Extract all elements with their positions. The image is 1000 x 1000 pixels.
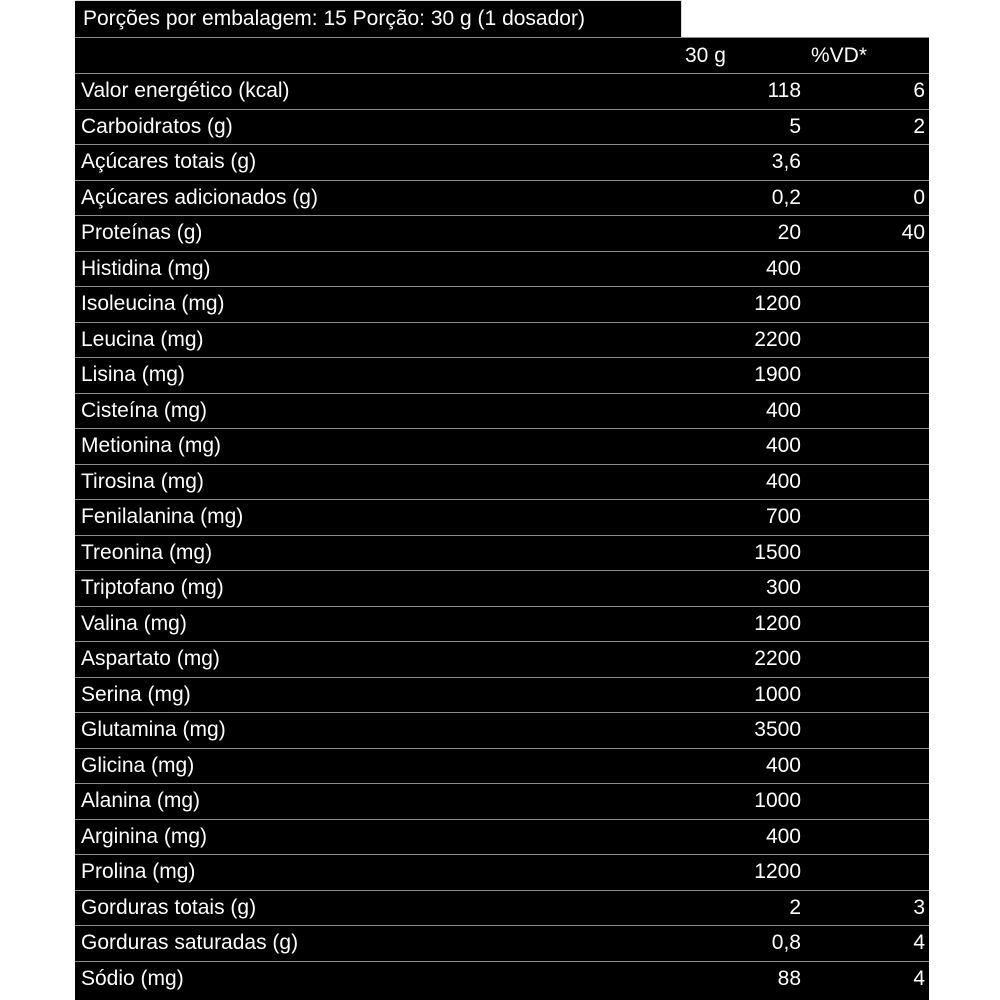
nutrient-amount: 20: [777, 221, 801, 244]
nutrient-label: Açúcares adicionados (g): [81, 185, 318, 209]
column-header-amount: 30 g: [685, 44, 726, 67]
nutrient-daily-value: 3: [913, 895, 925, 919]
nutrient-label: Lisina (mg): [81, 363, 185, 386]
nutrient-amount: 1500: [754, 540, 801, 564]
nutrient-amount: 400: [765, 824, 801, 848]
nutrient-amount: 300: [765, 576, 801, 599]
table-row: [75, 641, 929, 677]
table-row: [75, 925, 929, 961]
nutrient-label: Gorduras totais (g): [81, 895, 257, 919]
table-row: [75, 464, 929, 500]
table-row: [75, 393, 929, 429]
nutrient-daily-value: 2: [913, 114, 925, 138]
nutrient-daily-value: 4: [913, 966, 925, 990]
nutrient-amount: 2: [789, 895, 801, 919]
nutrient-label: Tirosina (mg): [81, 469, 204, 493]
nutrient-label: Alanina (mg): [81, 789, 201, 812]
table-row: [75, 180, 929, 216]
nutrient-amount: 3500: [754, 718, 801, 741]
nutrient-rows: [75, 73, 929, 996]
table-row: [75, 748, 929, 784]
table-row: [75, 819, 929, 855]
nutrient-label: Fenilalanina (mg): [81, 505, 244, 528]
nutrient-label: Valina (mg): [81, 611, 187, 635]
nutrient-label: Leucina (mg): [81, 327, 204, 351]
nutrient-amount: 5: [789, 114, 801, 138]
nutrient-daily-value: 0: [913, 185, 925, 209]
nutrient-amount: 2200: [754, 327, 801, 351]
nutrient-daily-value: 40: [901, 221, 925, 244]
table-row: [75, 251, 929, 287]
nutrient-amount: 1200: [754, 292, 801, 315]
table-row: [75, 73, 929, 109]
nutrient-label: Glutamina (mg): [81, 718, 226, 741]
nutrient-amount: 1000: [754, 789, 801, 812]
table-row: [75, 854, 929, 890]
table-row: [75, 961, 929, 997]
nutrient-amount: 0,8: [771, 931, 801, 954]
column-header-daily-value: %VD*: [811, 44, 868, 67]
table-row: [75, 144, 929, 180]
nutrient-amount: 700: [765, 505, 801, 528]
nutrient-label: Metionina (mg): [81, 434, 222, 457]
table-row: [75, 535, 929, 571]
nutrient-amount: 400: [765, 469, 801, 493]
servings-header: Porções por embalagem: 15 Porção: 30 g (1 dosador): [75, 0, 682, 37]
nutrient-amount: 1900: [754, 363, 801, 386]
nutrient-label: Histidina (mg): [81, 256, 211, 280]
nutrient-label: Treonina (mg): [81, 540, 213, 564]
nutrient-label: Prolina (mg): [81, 860, 196, 883]
nutrient-amount: 400: [765, 753, 801, 777]
nutrient-label: Serina (mg): [81, 682, 191, 706]
table-row: [75, 357, 929, 393]
table-row: [75, 606, 929, 642]
nutrient-label: Carboidratos (g): [81, 114, 233, 138]
table-row: [75, 109, 929, 145]
nutrient-amount: 400: [765, 256, 801, 280]
nutrient-amount: 0,2: [771, 185, 801, 209]
table-row: [75, 322, 929, 358]
nutrient-amount: 118: [767, 79, 801, 102]
nutrient-label: Arginina (mg): [81, 824, 208, 848]
table-row: [75, 215, 929, 251]
nutrient-label: Açúcares totais (g): [81, 150, 257, 173]
nutrient-amount: 400: [765, 434, 801, 457]
nutrient-amount: 1200: [754, 860, 801, 883]
nutrient-daily-value: 6: [913, 79, 925, 102]
nutrient-amount: 3,6: [771, 150, 801, 173]
nutrient-label: Glicina (mg): [81, 753, 195, 777]
table-row: [75, 783, 929, 819]
table-row: [75, 499, 929, 535]
table-row: [75, 428, 929, 464]
nutrient-amount: 1000: [754, 682, 801, 706]
nutrient-amount: 1200: [754, 611, 801, 635]
nutrient-label: Gorduras saturadas (g): [81, 931, 299, 954]
nutrient-label: Valor energético (kcal): [81, 79, 290, 102]
table-row: [75, 570, 929, 606]
nutrient-label: Sódio (mg): [81, 966, 184, 990]
table-row: [75, 677, 929, 713]
table-row: [75, 712, 929, 748]
nutrient-label: Triptofano (mg): [81, 576, 224, 599]
nutrient-label: Aspartato (mg): [81, 647, 220, 670]
header-notch: [682, 0, 929, 37]
nutrient-amount: 88: [777, 966, 801, 990]
nutrient-amount: 400: [765, 398, 801, 422]
table-row: [75, 286, 929, 322]
nutrient-amount: 2200: [754, 647, 801, 670]
nutrition-table: [75, 0, 929, 1000]
column-header-row: [75, 37, 929, 73]
nutrient-label: Cisteína (mg): [81, 398, 208, 422]
nutrient-label: Isoleucina (mg): [81, 292, 225, 315]
table-row: [75, 890, 929, 926]
nutrient-daily-value: 4: [913, 931, 925, 954]
nutrient-label: Proteínas (g): [81, 221, 203, 244]
